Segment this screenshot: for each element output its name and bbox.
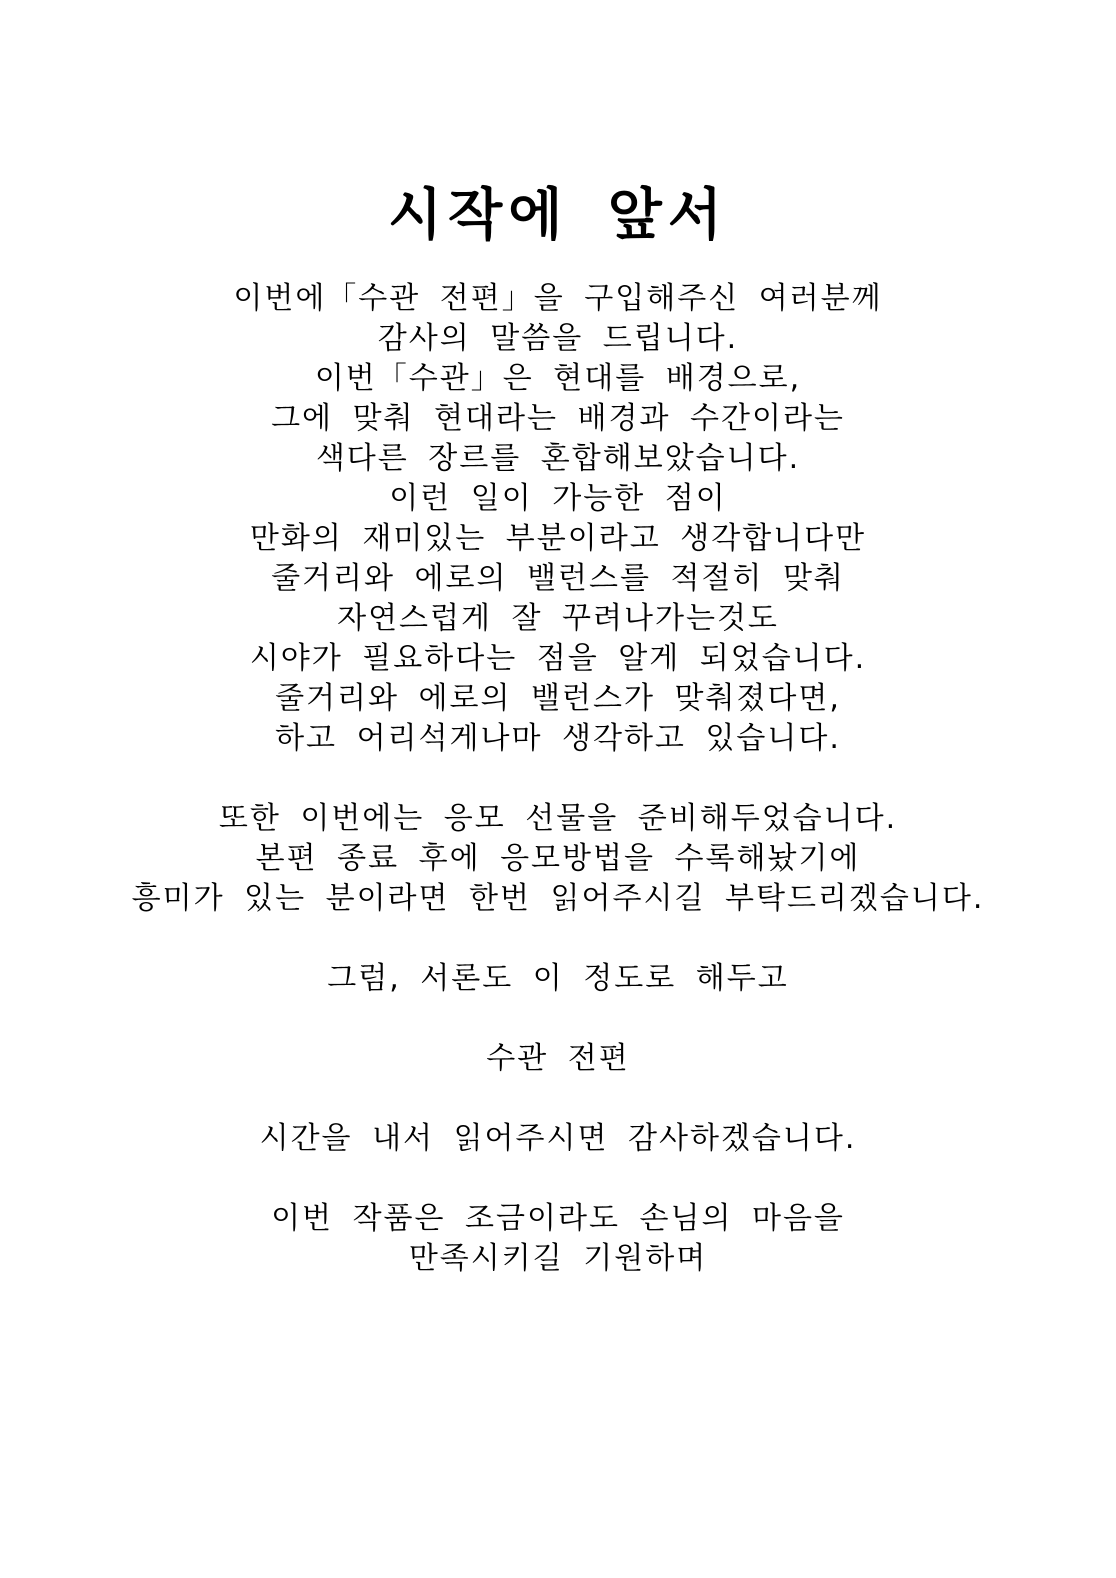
text-line: 이번「수관」은 현대를 배경으로, xyxy=(314,361,802,396)
text-line: 자연스럽게 잘 꾸려나가는것도 xyxy=(337,601,779,636)
text-line: 이번에「수관 전편」을 구입해주신 여러분께 xyxy=(233,281,883,316)
text-line: 줄거리와 에로의 밸런스가 맞춰졌다면, xyxy=(275,681,841,716)
paragraph-gap xyxy=(0,999,1116,1039)
paragraph-gap xyxy=(0,919,1116,959)
text-line: 만화의 재미있는 부분이라고 생각합니다만 xyxy=(249,521,867,556)
text-line: 시간을 내서 읽어주시면 감사하겠습니다. xyxy=(259,1121,857,1156)
page-title: 시작에 앞서 xyxy=(388,183,728,248)
text-line: 그럼, 서론도 이 정도로 해두고 xyxy=(327,961,789,996)
body-text xyxy=(0,279,1116,1279)
text-line: 줄거리와 에로의 밸런스를 적절히 맞춰 xyxy=(271,561,845,596)
text-line: 이런 일이 가능한 점이 xyxy=(389,481,727,516)
text-line: 그에 맞춰 현대라는 배경과 수간이라는 xyxy=(271,401,845,436)
text-line: 시야가 필요하다는 점을 알게 되었습니다. xyxy=(249,641,867,676)
text-line: 흥미가 있는 분이라면 한번 읽어주시길 부탁드리겠습니다. xyxy=(131,881,985,916)
paragraph-gap xyxy=(0,1159,1116,1199)
text-line: 색다른 장르를 혼합해보았습니다. xyxy=(315,441,801,476)
text-line: 또한 이번에는 응모 선물을 준비해두었습니다. xyxy=(218,801,898,836)
text-line: 이번 작품은 조금이라도 손님의 마음을 xyxy=(271,1201,845,1236)
text-line: 하고 어리석게나마 생각하고 있습니다. xyxy=(275,721,841,756)
text-line: 감사의 말씀을 드립니다. xyxy=(377,321,739,356)
text-line: 수관 전편 xyxy=(486,1041,630,1076)
text-line: 만족시키길 기원하며 xyxy=(408,1241,708,1276)
text-line: 본편 종료 후에 응모방법을 수록해놨기에 xyxy=(255,841,861,876)
paragraph-gap xyxy=(0,759,1116,799)
paragraph-gap xyxy=(0,1079,1116,1119)
